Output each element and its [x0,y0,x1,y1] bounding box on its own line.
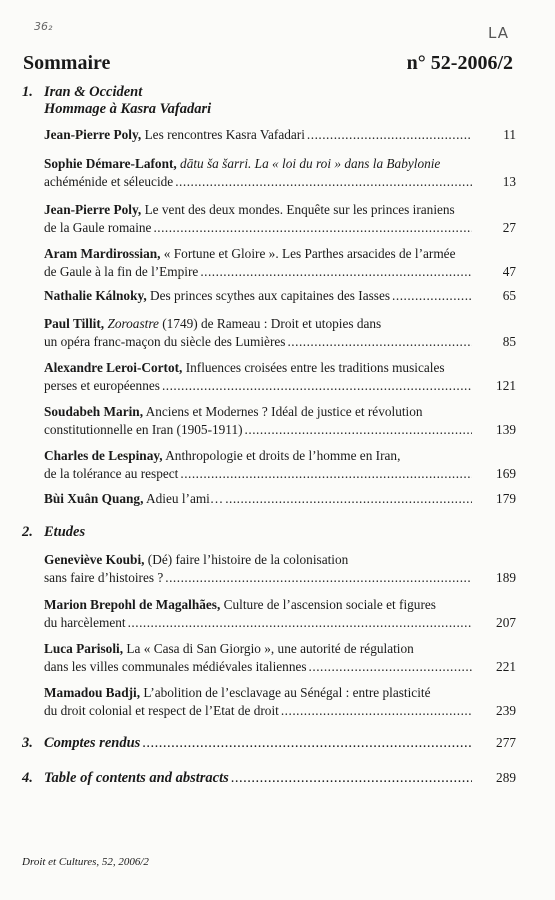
toc-entry[interactable] [44,155,516,191]
section-page: 289 [496,770,516,785]
section-title: Iran & Occident [44,84,143,100]
toc-entry[interactable] [44,684,516,720]
toc-entry[interactable] [44,447,516,483]
section-title: Comptes rendus [44,735,141,751]
entry-title-line: Influences croisées entre les traditions musicales [185,360,445,375]
entry-page: 207 [496,615,516,630]
entry-title-line: Culture de l’ascension sociale et figures [223,597,436,612]
entry-page: 13 [502,174,516,189]
entry-author: Soudabeh Marin, [44,404,144,419]
header [23,52,513,78]
toc-entry[interactable] [44,490,516,508]
entry-page: 139 [496,422,516,437]
entry-title-line: Le vent des deux mondes. Enquête sur les princes iraniens [144,202,455,217]
entry-author: Jean-Pierre Poly, [44,202,142,217]
entry-title-line: Des princes scythes aux capitaines des Iasses [150,288,391,303]
entry-page: 47 [502,264,516,279]
entry-author: Alexandre Leroi-Cortot, [44,360,183,375]
entry-page: 239 [496,703,516,718]
entry-title-line: un opéra franc-maçon du siècle des Lumières [44,334,286,349]
entry-page: 189 [496,570,516,585]
entry-title-line: du droit colonial et respect de l’Etat de droit [44,703,279,718]
entry-author: Marion Brepohl de Magalhães, [44,597,221,612]
entry-author: Sophie Démare-Lafont, [44,156,177,171]
section-3[interactable] [22,734,516,752]
entry-author: Geneviève Koubi, [44,552,145,567]
handwritten-note-left: 36₂ [34,20,53,33]
footer-citation: Droit et Cultures, 52, 2006/2 [22,856,149,868]
entry-title-line: « Fortune et Gloire ». Les Parthes arsacides de l’armée [163,246,456,261]
toc-entry[interactable] [44,596,516,632]
page-title: Sommaire [23,52,111,74]
entry-title-line: L’abolition de l’esclavage au Sénégal : entre plasticité [143,685,431,700]
entry-page: 221 [496,659,516,674]
entry-author: Paul Tillit, [44,316,105,331]
entry-title-line: La « Casa di San Giorgio », une autorité de régulation [126,641,414,656]
entry-author: Bùi Xuân Quang, [44,491,144,506]
entry-page: 27 [502,220,516,235]
toc-entry[interactable] [44,287,516,305]
entry-title-line: Anciens et Modernes ? Idéal de justice et révolution [145,404,423,419]
toc-entry[interactable] [44,551,516,587]
toc-entry[interactable] [44,640,516,676]
entry-title-line: Zoroastre (1749) de Rameau : Droit et utopies dans [107,316,382,331]
entry-author: Charles de Lespinay, [44,448,163,463]
entry-title-line: de la tolérance au respect [44,466,179,481]
toc-entry[interactable] [44,126,516,144]
entry-page: 169 [496,466,516,481]
entry-author: Mamadou Badji, [44,685,141,700]
entry-title-line: dātu ša šarri. La « loi du roi » dans la Babylonie [180,156,441,171]
section-4[interactable] [22,769,516,787]
entry-page: 179 [496,491,516,506]
entry-author: Luca Parisoli, [44,641,124,656]
toc-entry[interactable] [44,359,516,395]
entry-title-line: dans les villes communales médiévales italiennes [44,659,307,674]
entry-title-line: Les rencontres Kasra Vafadari [144,127,305,142]
entry-title-line: du harcèlement [44,615,126,630]
entry-title-line: achéménide et séleucide [44,174,174,189]
entry-title-line: Anthropologie et droits de l’homme en Iran, [165,448,401,463]
issue-number: n° 52-2006/2 [406,52,513,74]
toc-entry[interactable] [44,315,516,351]
entry-title-line: constitutionnelle en Iran (1905-1911) [44,422,243,437]
entry-author: Nathalie Kálnoky, [44,288,147,303]
entry-page: 121 [496,378,516,393]
section-number: 3. [22,735,33,751]
section-page: 277 [496,735,516,750]
handwritten-note-right: LA [488,24,509,42]
section-title: Etudes [44,524,86,540]
toc-entry[interactable] [44,245,516,281]
entry-title-line: (Dé) faire l’histoire de la colonisation [147,552,349,567]
section-title: Table of contents and abstracts [44,770,229,786]
section-1 [22,84,211,118]
entry-title-line: de la Gaule romaine [44,220,152,235]
section-number: 4. [22,770,33,786]
toc-entry[interactable] [44,201,516,237]
toc-entry[interactable] [44,403,516,439]
entry-title-line: de Gaule à la fin de l’Empire [44,264,199,279]
section-number: 2. [22,524,33,540]
section-number: 1. [22,84,33,100]
section-subtitle: Hommage à Kasra Vafadari [44,101,212,117]
entry-title-line: perses et européennes [44,378,160,393]
entry-page: 11 [503,127,516,142]
entry-title-line: sans faire d’histoires ? [44,570,164,585]
entry-author: Jean-Pierre Poly, [44,127,142,142]
entry-title-line: Adieu l’ami… [146,491,224,506]
entry-page: 65 [502,288,516,303]
section-2 [22,524,85,541]
entry-author: Aram Mardirossian, [44,246,161,261]
entry-page: 85 [502,334,516,349]
